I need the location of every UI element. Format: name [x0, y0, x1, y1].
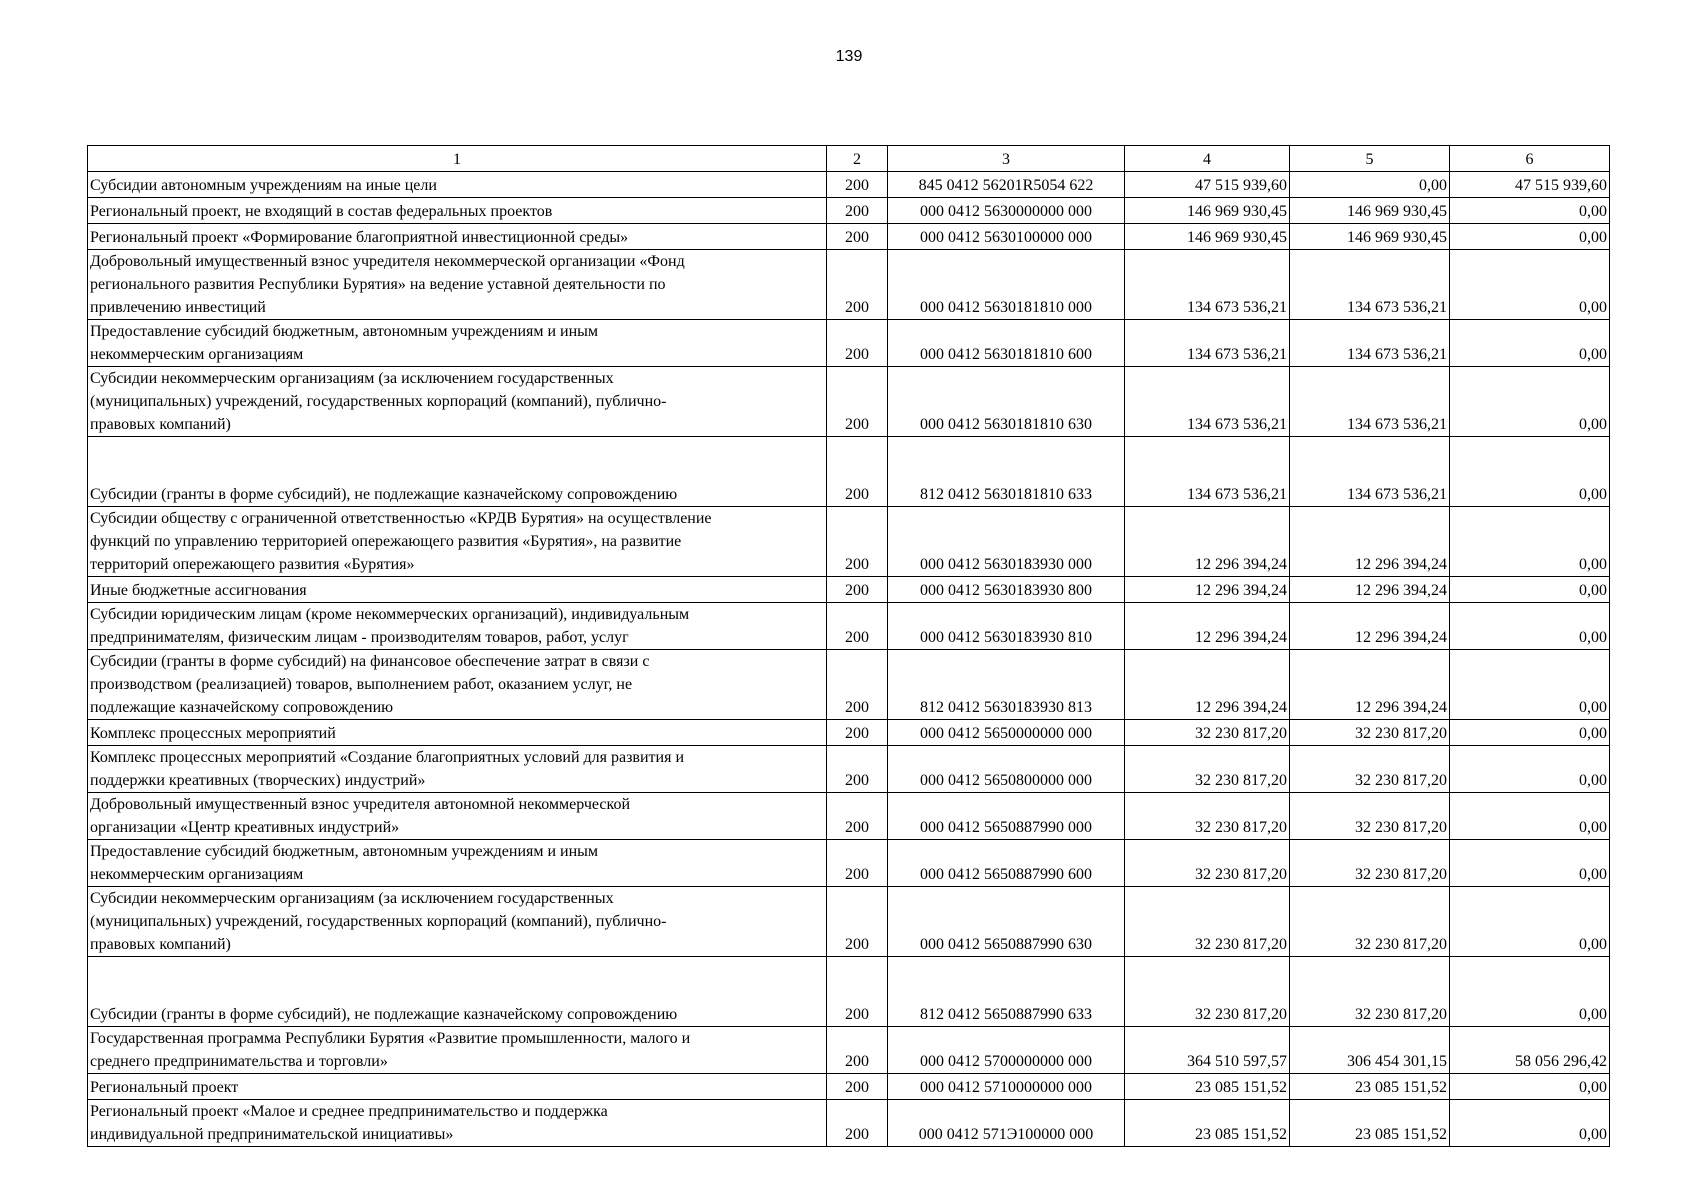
row-name-line: Субсидии обществу с ограниченной ответственностью «КРДВ Бурятия» на осуществление [90, 510, 712, 527]
row-value-6-cell: 58 056 296,42 [1450, 1027, 1610, 1074]
row-value-5-cell: 32 230 817,20 [1290, 887, 1450, 957]
row-code-cell: 200 [827, 172, 888, 198]
row-value-5-cell: 32 230 817,20 [1290, 746, 1450, 793]
row-name-line: Субсидии (гранты в форме субсидий), не подлежащие казначейскому сопровождению [90, 1006, 678, 1023]
row-name-line: Предоставление субсидий бюджетным, автономным учреждениям и иным [90, 323, 599, 340]
table-row [88, 1100, 1610, 1147]
row-name-cell [88, 1074, 827, 1100]
row-value-4-cell: 47 515 939,60 [1125, 172, 1290, 198]
row-name-cell [88, 720, 827, 746]
row-name-cell [88, 887, 827, 957]
row-value-6-cell: 0,00 [1450, 603, 1610, 650]
row-name-cell [88, 1100, 827, 1147]
row-code-cell: 200 [827, 507, 888, 577]
row-kbk-cell: 000 0412 571Э100000 000 [888, 1100, 1125, 1147]
row-name-line: Региональный проект, не входящий в состав федеральных проектов [90, 203, 553, 220]
row-kbk-cell: 812 0412 5630183930 813 [888, 650, 1125, 720]
row-value-5-cell: 32 230 817,20 [1290, 720, 1450, 746]
row-name-line: Субсидии (гранты в форме субсидий) на финансовое обеспечение затрат в связи с [90, 653, 650, 670]
row-name-line: Региональный проект [90, 1079, 239, 1096]
row-code-cell: 200 [827, 437, 888, 507]
row-name-cell [88, 320, 827, 367]
row-code-cell: 200 [827, 603, 888, 650]
row-name-line: Субсидии автономным учреждениям на иные цели [90, 177, 437, 194]
row-value-4-cell: 12 296 394,24 [1125, 507, 1290, 577]
row-value-4-cell: 134 673 536,21 [1125, 320, 1290, 367]
row-kbk-cell: 000 0412 5630100000 000 [888, 224, 1125, 250]
row-name-line: индивидуальной предпринимательской инициативы» [90, 1126, 454, 1143]
row-code-cell: 200 [827, 1100, 888, 1147]
row-kbk-cell: 845 0412 56201R5054 622 [888, 172, 1125, 198]
row-name-line: Предоставление субсидий бюджетным, автономным учреждениям и иным [90, 843, 599, 860]
row-name-line: поддержки креативных (творческих) индустрий» [90, 772, 426, 789]
budget-table [87, 145, 1610, 1147]
row-value-5-cell: 23 085 151,52 [1290, 1074, 1450, 1100]
row-value-6-cell: 0,00 [1450, 507, 1610, 577]
row-name-line: Субсидии некоммерческим организациям (за исключением государственных [90, 370, 614, 387]
row-value-4-cell: 134 673 536,21 [1125, 367, 1290, 437]
row-code-cell: 200 [827, 320, 888, 367]
row-value-6-cell: 0,00 [1450, 367, 1610, 437]
row-name-cell [88, 1027, 827, 1074]
row-name-line: Комплекс процессных мероприятий [90, 725, 336, 742]
row-value-4-cell: 134 673 536,21 [1125, 250, 1290, 320]
row-code-cell: 200 [827, 793, 888, 840]
table-row [88, 840, 1610, 887]
table-row [88, 320, 1610, 367]
row-code-cell: 200 [827, 198, 888, 224]
row-name-line: правовых компаний) [90, 936, 231, 953]
row-value-6-cell: 0,00 [1450, 577, 1610, 603]
row-value-5-cell: 306 454 301,15 [1290, 1027, 1450, 1074]
row-value-6-cell: 0,00 [1450, 720, 1610, 746]
row-kbk-cell: 000 0412 5650000000 000 [888, 720, 1125, 746]
row-code-cell: 200 [827, 650, 888, 720]
table-row [88, 507, 1610, 577]
row-value-4-cell: 32 230 817,20 [1125, 793, 1290, 840]
row-value-5-cell: 23 085 151,52 [1290, 1100, 1450, 1147]
row-value-6-cell: 0,00 [1450, 746, 1610, 793]
table-row [88, 887, 1610, 957]
table-row [88, 198, 1610, 224]
row-value-5-cell: 12 296 394,24 [1290, 603, 1450, 650]
row-name-cell [88, 224, 827, 250]
column-header: 1 [88, 146, 827, 172]
table-row [88, 720, 1610, 746]
row-name-cell [88, 198, 827, 224]
row-name-cell [88, 603, 827, 650]
row-value-4-cell: 32 230 817,20 [1125, 720, 1290, 746]
row-value-6-cell: 0,00 [1450, 1074, 1610, 1100]
row-name-cell [88, 437, 827, 507]
row-name-line: (муниципальных) учреждений, государственных корпораций (компаний), публично- [90, 913, 667, 930]
row-value-5-cell: 134 673 536,21 [1290, 367, 1450, 437]
row-value-6-cell: 0,00 [1450, 250, 1610, 320]
row-name-cell [88, 507, 827, 577]
table-row [88, 367, 1610, 437]
row-name-cell [88, 250, 827, 320]
row-name-line: Государственная программа Республики Бурятия «Развитие промышленности, малого и [90, 1030, 691, 1047]
row-value-4-cell: 364 510 597,57 [1125, 1027, 1290, 1074]
table-row [88, 793, 1610, 840]
row-value-4-cell: 32 230 817,20 [1125, 840, 1290, 887]
row-value-4-cell: 12 296 394,24 [1125, 603, 1290, 650]
row-value-5-cell: 134 673 536,21 [1290, 250, 1450, 320]
row-value-5-cell: 32 230 817,20 [1290, 793, 1450, 840]
row-name-line: Субсидии юридическим лицам (кроме некоммерческих организаций), индивидуальным [90, 606, 690, 623]
row-kbk-cell: 000 0412 5630183930 800 [888, 577, 1125, 603]
column-header: 5 [1290, 146, 1450, 172]
row-value-5-cell: 12 296 394,24 [1290, 507, 1450, 577]
row-kbk-cell: 000 0412 5700000000 000 [888, 1027, 1125, 1074]
row-code-cell: 200 [827, 957, 888, 1027]
row-value-6-cell: 0,00 [1450, 793, 1610, 840]
row-value-6-cell: 0,00 [1450, 957, 1610, 1027]
row-name-line: среднего предпринимательства и торговли» [90, 1053, 388, 1070]
row-value-5-cell: 32 230 817,20 [1290, 840, 1450, 887]
row-value-4-cell: 134 673 536,21 [1125, 437, 1290, 507]
row-value-4-cell: 23 085 151,52 [1125, 1074, 1290, 1100]
row-code-cell: 200 [827, 577, 888, 603]
row-kbk-cell: 000 0412 5710000000 000 [888, 1074, 1125, 1100]
row-value-6-cell: 0,00 [1450, 437, 1610, 507]
row-value-4-cell: 146 969 930,45 [1125, 198, 1290, 224]
table-body [88, 172, 1610, 1147]
table-header-row [88, 146, 1610, 172]
row-code-cell: 200 [827, 720, 888, 746]
row-name-cell [88, 840, 827, 887]
row-name-line: Региональный проект «Малое и среднее предпринимательство и поддержка [90, 1103, 608, 1120]
row-name-line: Региональный проект «Формирование благоприятной инвестиционной среды» [90, 229, 629, 246]
row-value-4-cell: 146 969 930,45 [1125, 224, 1290, 250]
row-name-line: привлечению инвестиций [90, 299, 266, 316]
row-kbk-cell: 000 0412 5650887990 630 [888, 887, 1125, 957]
row-name-cell [88, 577, 827, 603]
row-name-line: Добровольный имущественный взнос учредителя автономной некоммерческой [90, 796, 631, 813]
row-kbk-cell: 000 0412 5630000000 000 [888, 198, 1125, 224]
row-name-line: некоммерческим организациям [90, 866, 304, 883]
table-row [88, 603, 1610, 650]
row-name-cell [88, 650, 827, 720]
row-value-5-cell: 134 673 536,21 [1290, 320, 1450, 367]
row-value-6-cell: 0,00 [1450, 650, 1610, 720]
table-row [88, 1027, 1610, 1074]
row-name-cell [88, 367, 827, 437]
table-row [88, 577, 1610, 603]
row-value-6-cell: 0,00 [1450, 1100, 1610, 1147]
row-code-cell: 200 [827, 746, 888, 793]
row-name-line: Комплекс процессных мероприятий «Создание благоприятных условий для развития и [90, 749, 685, 766]
row-code-cell: 200 [827, 887, 888, 957]
column-header: 6 [1450, 146, 1610, 172]
column-header: 4 [1125, 146, 1290, 172]
table-row [88, 172, 1610, 198]
row-name-line: некоммерческим организациям [90, 346, 304, 363]
table-row [88, 250, 1610, 320]
row-value-4-cell: 32 230 817,20 [1125, 887, 1290, 957]
row-code-cell: 200 [827, 1074, 888, 1100]
row-name-line: функций по управлению территорией опережающего развития «Бурятия», на развитие [90, 533, 682, 550]
row-code-cell: 200 [827, 367, 888, 437]
table-row [88, 224, 1610, 250]
row-name-line: Субсидии некоммерческим организациям (за исключением государственных [90, 890, 614, 907]
row-value-6-cell: 0,00 [1450, 887, 1610, 957]
column-header: 2 [827, 146, 888, 172]
row-value-4-cell: 23 085 151,52 [1125, 1100, 1290, 1147]
row-kbk-cell: 000 0412 5650800000 000 [888, 746, 1125, 793]
row-name-line: регионального развития Республики Бурятия» на ведение уставной деятельности по [90, 276, 666, 293]
table-row [88, 1074, 1610, 1100]
row-value-5-cell: 32 230 817,20 [1290, 957, 1450, 1027]
row-kbk-cell: 000 0412 5630181810 630 [888, 367, 1125, 437]
row-kbk-cell: 000 0412 5630181810 000 [888, 250, 1125, 320]
row-value-4-cell: 12 296 394,24 [1125, 650, 1290, 720]
row-name-line: Субсидии (гранты в форме субсидий), не подлежащие казначейскому сопровождению [90, 486, 678, 503]
row-kbk-cell: 000 0412 5650887990 600 [888, 840, 1125, 887]
row-kbk-cell: 000 0412 5650887990 000 [888, 793, 1125, 840]
row-value-5-cell: 146 969 930,45 [1290, 224, 1450, 250]
row-name-line: производством (реализацией) товаров, выполнением работ, оказанием услуг, не [90, 676, 633, 693]
row-kbk-cell: 812 0412 5630181810 633 [888, 437, 1125, 507]
row-name-line: подлежащие казначейскому сопровождению [90, 699, 394, 716]
row-name-line: территорий опережающего развития «Бурятия» [90, 556, 415, 573]
row-value-4-cell: 12 296 394,24 [1125, 577, 1290, 603]
row-code-cell: 200 [827, 224, 888, 250]
row-name-cell [88, 746, 827, 793]
page-number: 139 [835, 48, 863, 65]
row-name-line: Добровольный имущественный взнос учредителя некоммерческой организации «Фонд [90, 253, 685, 270]
row-name-cell [88, 172, 827, 198]
table-row [88, 650, 1610, 720]
row-value-5-cell: 12 296 394,24 [1290, 577, 1450, 603]
table-row [88, 957, 1610, 1027]
row-value-4-cell: 32 230 817,20 [1125, 957, 1290, 1027]
table-row [88, 746, 1610, 793]
row-kbk-cell: 000 0412 5630183930 000 [888, 507, 1125, 577]
table-row [88, 437, 1610, 507]
row-value-6-cell: 0,00 [1450, 224, 1610, 250]
row-value-5-cell: 134 673 536,21 [1290, 437, 1450, 507]
row-kbk-cell: 000 0412 5630181810 600 [888, 320, 1125, 367]
row-name-line: Иные бюджетные ассигнования [90, 582, 307, 599]
row-name-cell [88, 793, 827, 840]
row-value-6-cell: 0,00 [1450, 840, 1610, 887]
row-name-line: правовых компаний) [90, 416, 231, 433]
row-kbk-cell: 812 0412 5650887990 633 [888, 957, 1125, 1027]
row-value-4-cell: 32 230 817,20 [1125, 746, 1290, 793]
row-name-line: организации «Центр креативных индустрий» [90, 819, 400, 836]
row-code-cell: 200 [827, 250, 888, 320]
row-code-cell: 200 [827, 840, 888, 887]
row-name-cell [88, 957, 827, 1027]
row-code-cell: 200 [827, 1027, 888, 1074]
row-name-line: предпринимателям, физическим лицам - производителям товаров, работ, услуг [90, 629, 629, 646]
row-value-6-cell: 47 515 939,60 [1450, 172, 1610, 198]
row-value-5-cell: 146 969 930,45 [1290, 198, 1450, 224]
row-value-6-cell: 0,00 [1450, 320, 1610, 367]
row-value-6-cell: 0,00 [1450, 198, 1610, 224]
row-name-line: (муниципальных) учреждений, государственных корпораций (компаний), публично- [90, 393, 667, 410]
row-kbk-cell: 000 0412 5630183930 810 [888, 603, 1125, 650]
column-header: 3 [888, 146, 1125, 172]
row-value-5-cell: 12 296 394,24 [1290, 650, 1450, 720]
row-value-5-cell: 0,00 [1290, 172, 1450, 198]
